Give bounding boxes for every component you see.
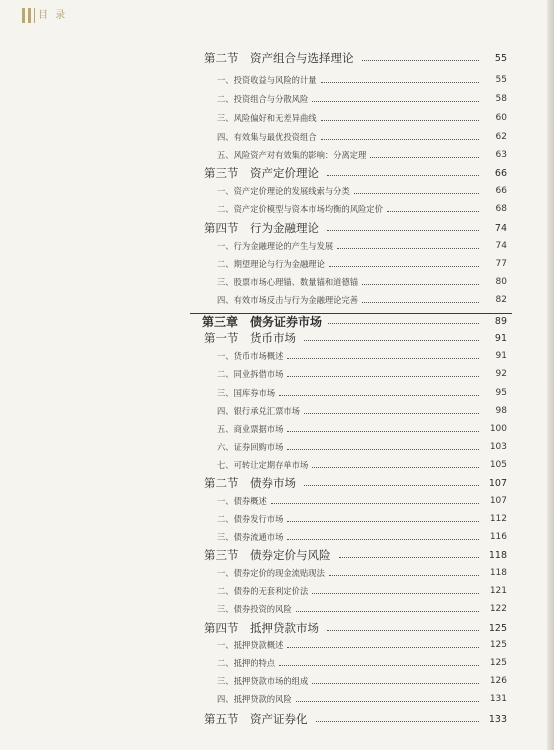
dot-leader bbox=[287, 376, 479, 377]
toc-entry-title: 一、投资收益与风险的计量 bbox=[217, 75, 317, 85]
dot-leader bbox=[327, 175, 479, 176]
dot-leader bbox=[287, 449, 479, 450]
toc-section bbox=[204, 618, 507, 638]
dot-leader bbox=[329, 575, 479, 576]
dot-leader bbox=[321, 82, 479, 83]
toc-entry-title: 五、商业票据市场 bbox=[217, 424, 284, 434]
dot-leader bbox=[304, 413, 479, 414]
toc-page-number: 89 bbox=[494, 315, 507, 327]
toc-subentry bbox=[217, 564, 507, 582]
toc-entry-title: 三、债券投资的风险 bbox=[217, 604, 292, 614]
dot-leader bbox=[287, 521, 479, 522]
toc-page-number: 92 bbox=[495, 369, 507, 379]
toc-subentry bbox=[217, 347, 507, 365]
dot-leader bbox=[362, 302, 479, 303]
header-title: 目 录 bbox=[38, 10, 68, 21]
header-bar-mark bbox=[22, 8, 25, 23]
toc-page-number: 60 bbox=[495, 113, 507, 123]
toc-subentry bbox=[217, 128, 507, 146]
toc-subentry bbox=[217, 71, 507, 89]
toc-page-number: 121 bbox=[489, 586, 507, 596]
page-edge bbox=[547, 0, 554, 750]
toc-page-number: 55 bbox=[494, 52, 507, 64]
toc-subentry bbox=[217, 255, 507, 273]
toc-subentry bbox=[217, 402, 507, 420]
toc-entry-title: 第三节 债券定价与风险 bbox=[204, 548, 331, 562]
toc-page-number: 112 bbox=[489, 514, 507, 524]
toc-page-number: 91 bbox=[494, 332, 507, 344]
dot-leader bbox=[287, 539, 479, 540]
toc-entry-title: 二、债券发行市场 bbox=[217, 514, 284, 524]
toc-subentry bbox=[217, 636, 507, 654]
toc-subentry bbox=[217, 90, 507, 108]
toc-entry-title: 四、有效市场反击与行为金融理论完善 bbox=[217, 295, 359, 305]
toc-subentry bbox=[217, 182, 507, 200]
toc-subentry bbox=[217, 420, 507, 438]
toc-entry-title: 第二节 债券市场 bbox=[204, 476, 296, 490]
toc-entry-title: 二、资产定价模型与资本市场均衡的风险定价 bbox=[217, 204, 383, 214]
toc-subentry bbox=[217, 582, 507, 600]
dot-leader bbox=[339, 557, 480, 558]
dot-leader bbox=[327, 230, 479, 231]
toc-subentry bbox=[217, 200, 507, 218]
toc-entry-title: 二、抵押的特点 bbox=[217, 658, 276, 668]
toc-section bbox=[204, 545, 507, 565]
dot-leader bbox=[321, 139, 479, 140]
toc-entry-title: 二、投资组合与分散风险 bbox=[217, 94, 309, 104]
toc-entry-title: 五、风险资产对有效集的影响：分离定理 bbox=[217, 150, 367, 160]
dot-leader bbox=[296, 701, 479, 702]
toc-page-number: 62 bbox=[495, 132, 507, 142]
toc-page-number: 74 bbox=[494, 222, 507, 234]
toc-entry-title: 一、行为金融理论的产生与发展 bbox=[217, 241, 334, 251]
toc-subentry bbox=[217, 672, 507, 690]
dot-leader bbox=[279, 665, 479, 666]
dot-leader bbox=[287, 358, 479, 359]
toc-page-number: 125 bbox=[488, 622, 507, 634]
toc-entry-title: 四、有效集与最优投资组合 bbox=[217, 132, 317, 142]
toc-subentry bbox=[217, 510, 507, 528]
toc-entry-title: 第二节 资产组合与选择理论 bbox=[204, 51, 354, 65]
toc-subentry bbox=[217, 654, 507, 672]
toc-section bbox=[204, 163, 507, 183]
toc-page-number: 126 bbox=[489, 676, 507, 686]
toc-page-number: 74 bbox=[495, 241, 507, 251]
dot-leader bbox=[328, 323, 479, 324]
toc-page-number: 118 bbox=[489, 568, 507, 578]
toc-subentry bbox=[217, 492, 507, 510]
toc-entry-title: 一、货币市场概述 bbox=[217, 351, 284, 361]
dot-leader bbox=[312, 101, 479, 102]
dot-leader bbox=[362, 60, 480, 61]
dot-leader bbox=[304, 485, 479, 486]
toc-page-number: 103 bbox=[489, 442, 507, 452]
toc-subentry bbox=[217, 600, 507, 618]
dot-leader bbox=[304, 340, 479, 341]
toc-entry-title: 二、同业拆借市场 bbox=[217, 369, 284, 379]
toc-section bbox=[204, 328, 507, 348]
toc-entry-title: 六、证券回购市场 bbox=[217, 442, 284, 452]
toc-page-number: 80 bbox=[495, 277, 507, 287]
toc-subentry bbox=[217, 528, 507, 546]
toc-entry-title: 三、风险偏好和无差异曲线 bbox=[217, 113, 317, 123]
toc-entry-title: 一、债券概述 bbox=[217, 496, 267, 506]
toc-page-number: 100 bbox=[489, 424, 507, 434]
toc-page-number: 82 bbox=[495, 295, 507, 305]
toc-page-number: 116 bbox=[489, 532, 507, 542]
dot-leader bbox=[296, 611, 479, 612]
dot-leader bbox=[354, 193, 479, 194]
dot-leader bbox=[329, 266, 479, 267]
toc-section bbox=[204, 473, 507, 493]
toc-entry-title: 第四节 行为金融理论 bbox=[204, 221, 319, 235]
toc-entry-title: 第三节 资产定价理论 bbox=[204, 166, 319, 180]
toc-entry-title: 第五节 资产证券化 bbox=[204, 712, 308, 726]
toc-entry-title: 四、银行承兑汇票市场 bbox=[217, 406, 300, 416]
header-bar-mark bbox=[28, 8, 31, 23]
toc-section bbox=[204, 709, 507, 729]
dot-leader bbox=[287, 431, 479, 432]
toc-entry-title: 一、资产定价理论的发展线索与分类 bbox=[217, 186, 350, 196]
dot-leader bbox=[271, 503, 479, 504]
dot-leader bbox=[327, 630, 479, 631]
dot-leader bbox=[312, 593, 479, 594]
toc-page-number: 91 bbox=[495, 351, 507, 361]
toc-entry-title: 第一节 货币市场 bbox=[204, 331, 296, 345]
toc-subentry bbox=[217, 291, 507, 309]
toc-page-number: 63 bbox=[495, 150, 507, 160]
toc-subentry bbox=[217, 384, 507, 402]
toc-entry-title: 一、债券定价的现金流贴现法 bbox=[217, 568, 325, 578]
dot-leader bbox=[279, 395, 479, 396]
toc-entry-title: 三、抵押贷款市场的组成 bbox=[217, 676, 309, 686]
dot-leader bbox=[387, 211, 479, 212]
toc-entry-title: 四、抵押贷款的风险 bbox=[217, 694, 292, 704]
toc-page-number: 133 bbox=[488, 713, 507, 725]
dot-leader bbox=[370, 157, 479, 158]
toc-page-number: 66 bbox=[494, 167, 507, 179]
dot-leader bbox=[337, 248, 479, 249]
toc-subentry bbox=[217, 456, 507, 474]
toc-page-number: 66 bbox=[495, 186, 507, 196]
toc-section bbox=[204, 48, 507, 68]
toc-page-number: 58 bbox=[495, 94, 507, 104]
toc-subentry bbox=[217, 365, 507, 383]
dot-leader bbox=[312, 467, 479, 468]
toc-section bbox=[204, 218, 507, 238]
toc-page-number: 105 bbox=[489, 460, 507, 470]
header-divider bbox=[34, 8, 35, 23]
toc-entry-title: 三、股票市场心理锚、数量锚和道德锚 bbox=[217, 277, 359, 287]
toc-subentry bbox=[217, 237, 507, 255]
toc-subentry bbox=[217, 438, 507, 456]
dot-leader bbox=[312, 683, 479, 684]
toc-subentry bbox=[217, 109, 507, 127]
toc-page-number: 125 bbox=[489, 640, 507, 650]
toc-entry-title: 三、债券流通市场 bbox=[217, 532, 284, 542]
toc-entry-title: 七、可转让定期存单市场 bbox=[217, 460, 309, 470]
toc-entry-title: 二、期望理论与行为金融理论 bbox=[217, 259, 325, 269]
toc-page-number: 55 bbox=[495, 75, 507, 85]
toc-page-number: 122 bbox=[489, 604, 507, 614]
toc-entry-title: 第四节 抵押贷款市场 bbox=[204, 621, 319, 635]
dot-leader bbox=[316, 721, 480, 722]
dot-leader bbox=[287, 647, 479, 648]
toc-page-number: 131 bbox=[489, 694, 507, 704]
toc-subentry bbox=[217, 690, 507, 708]
toc-page-number: 98 bbox=[495, 406, 507, 416]
toc-subentry bbox=[217, 273, 507, 291]
dot-leader bbox=[321, 120, 479, 121]
toc-page-number: 118 bbox=[488, 549, 507, 561]
running-header bbox=[22, 8, 82, 24]
toc-entry-title: 一、抵押贷款概述 bbox=[217, 640, 284, 650]
toc-page-number: 77 bbox=[495, 259, 507, 269]
toc-entry-title: 二、债券的无套利定价法 bbox=[217, 586, 309, 596]
toc-entry-title: 三、国库券市场 bbox=[217, 388, 276, 398]
toc-subentry bbox=[217, 146, 507, 164]
toc-page-number: 107 bbox=[489, 496, 507, 506]
toc-page-number: 107 bbox=[488, 477, 507, 489]
toc-page-number: 125 bbox=[489, 658, 507, 668]
dot-leader bbox=[362, 284, 479, 285]
toc-page-number: 68 bbox=[495, 204, 507, 214]
toc-entry-title: 第三章 债务证券市场 bbox=[202, 314, 323, 329]
toc-page-number: 95 bbox=[495, 388, 507, 398]
